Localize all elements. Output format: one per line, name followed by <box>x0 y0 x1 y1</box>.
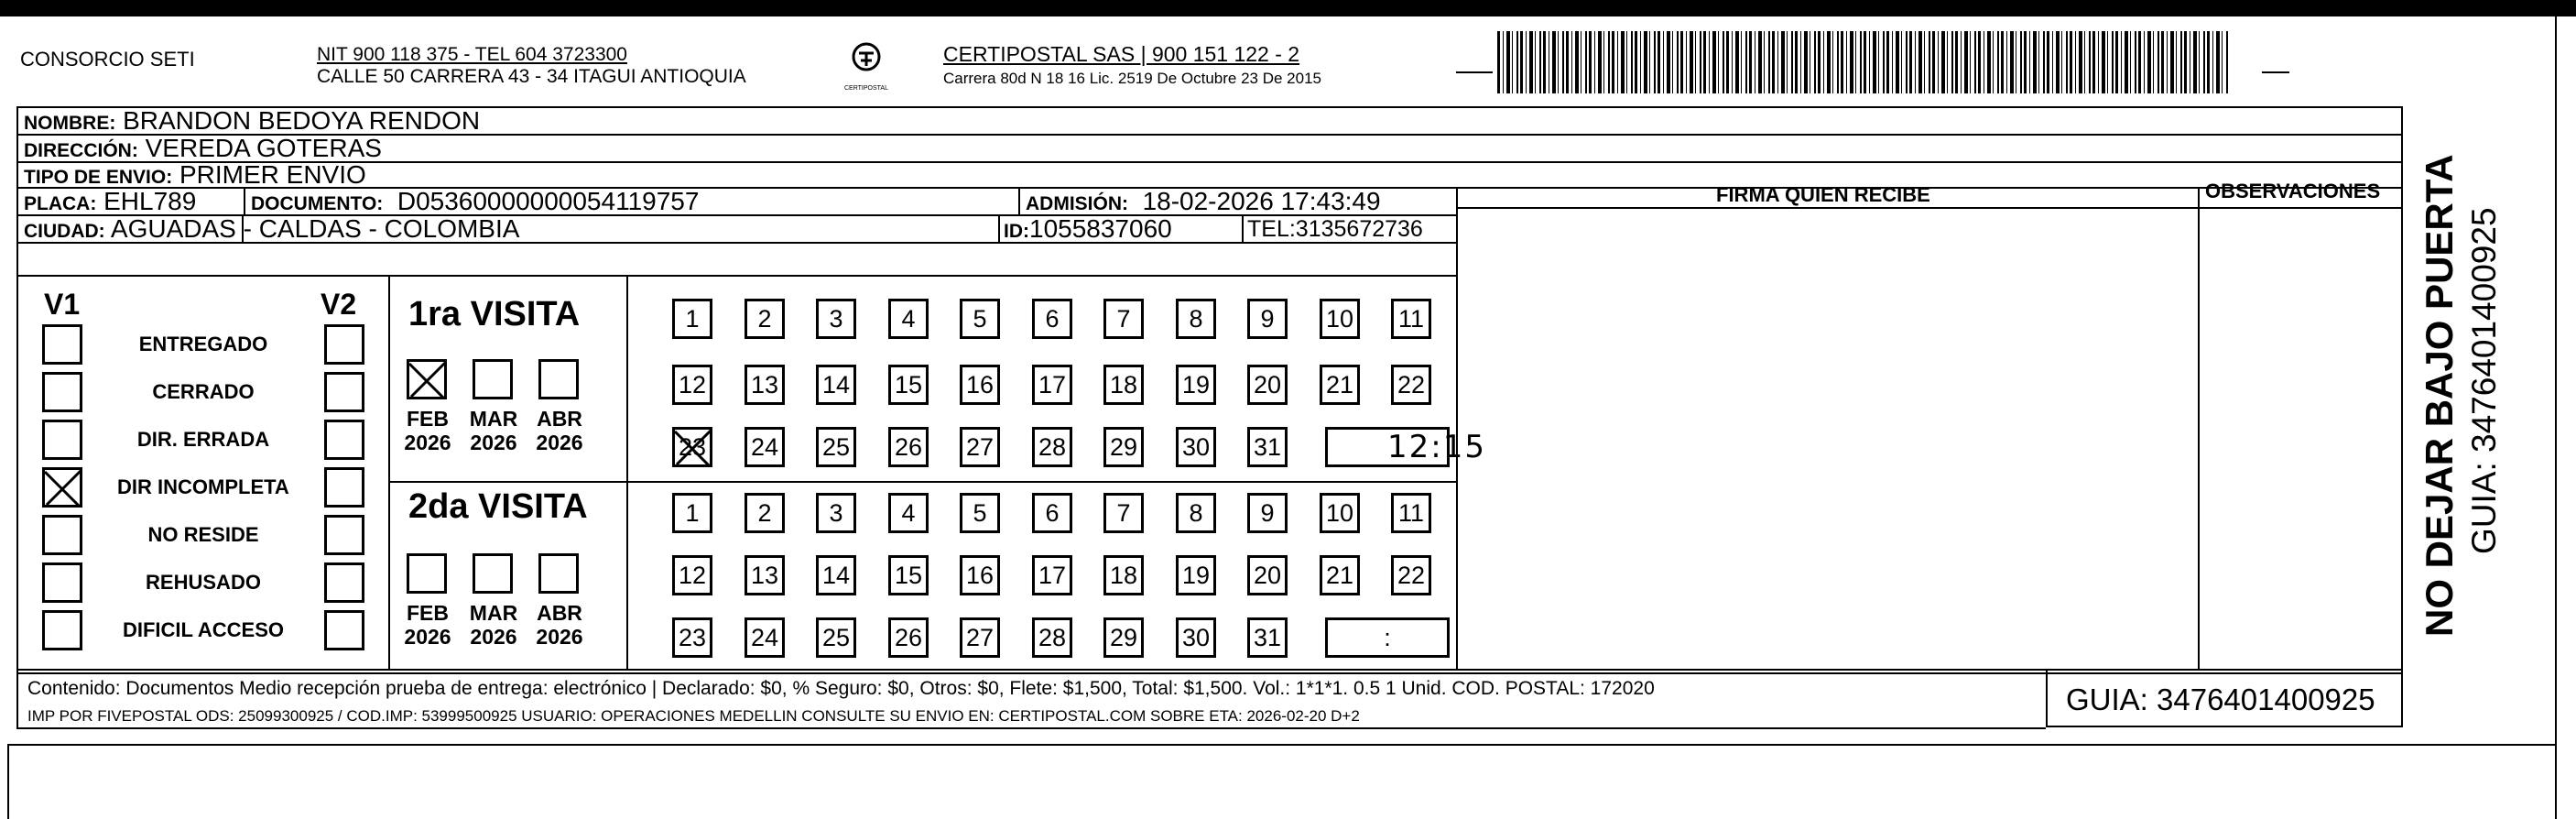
certipostal-logo: CERTIPOSTAL <box>839 40 894 86</box>
day-box[interactable]: 18 <box>1103 555 1144 595</box>
month-checkbox[interactable] <box>473 553 513 594</box>
tracking-barcode <box>1497 31 2230 93</box>
motivo-label: DIFICIL ACCESO <box>122 618 284 641</box>
month-label: MAR 2026 <box>469 407 518 454</box>
day-box[interactable]: 24 <box>745 427 785 467</box>
motivo-label: DIR INCOMPLETA <box>117 475 289 498</box>
day-box[interactable]: 23 <box>672 427 712 467</box>
month-checkbox[interactable] <box>538 359 579 399</box>
address-line: CALLE 50 CARRERA 43 - 34 ITAGUI ANTIOQUIA <box>317 66 746 87</box>
day-box[interactable]: 19 <box>1176 555 1216 595</box>
time-box[interactable]: : <box>1325 617 1450 658</box>
footer-line-2: IMP POR FIVEPOSTAL ODS: 25099300925 / COD.IMP: 53999500925 USUARIO: OPERACIONES MEDELLIN CONSULTE SU ENVIO EN: CERTIPOSTAL.COM SOBRE ETA: 2026-02-20 D+2 <box>27 707 1360 725</box>
day-box[interactable]: 29 <box>1103 617 1144 658</box>
day-box[interactable]: 1 <box>672 299 712 339</box>
day-box[interactable]: 29 <box>1103 427 1144 467</box>
month-label: FEB 2026 <box>404 407 451 454</box>
day-box[interactable]: 27 <box>960 427 1000 467</box>
day-box[interactable]: 25 <box>816 617 856 658</box>
v2-label: V2 <box>321 288 357 321</box>
month-label: FEB 2026 <box>404 601 451 649</box>
day-box[interactable]: 30 <box>1176 617 1216 658</box>
day-box[interactable]: 31 <box>1247 617 1288 658</box>
day-box[interactable]: 22 <box>1391 555 1431 595</box>
nombre-row: NOMBRE: BRANDON BEDOYA RENDON <box>24 106 481 135</box>
certipostal-line: CERTIPOSTAL SAS | 900 151 122 - 2 <box>943 42 1300 66</box>
day-box[interactable]: 6 <box>1032 299 1072 339</box>
barcode-dash <box>1456 71 1493 73</box>
day-box[interactable]: 18 <box>1103 365 1144 405</box>
day-box[interactable]: 19 <box>1176 365 1216 405</box>
day-box[interactable]: 9 <box>1247 299 1288 339</box>
v1-checkbox[interactable] <box>42 467 82 508</box>
observaciones-header: OBSERVACIONES <box>2205 180 2381 202</box>
day-box[interactable]: 12 <box>672 365 712 405</box>
day-box[interactable]: 15 <box>888 555 929 595</box>
day-box[interactable]: 20 <box>1247 365 1288 405</box>
day-box[interactable]: 6 <box>1032 493 1072 533</box>
footer-guia: GUIA: 3476401400925 <box>2066 682 2375 716</box>
day-box[interactable]: 28 <box>1032 617 1072 658</box>
motivo-label: DIR. ERRADA <box>136 428 270 451</box>
day-box[interactable]: 11 <box>1391 299 1431 339</box>
barcode-dash <box>2262 71 2289 73</box>
month-checkbox[interactable] <box>407 553 447 594</box>
motivo-label: NO RESIDE <box>147 523 259 546</box>
day-box[interactable]: 10 <box>1320 299 1360 339</box>
ciudad-row: CIUDAD: AGUADAS - CALDAS - COLOMBIA <box>24 214 520 243</box>
footer-line-1: Contenido: Documentos Medio recepción prueba de entrega: electrónico | Declarado: $0, % Seguro: $0, Otros: $0, Flete: $1,500, Total: $1,500. Vol.: 1*1*1. 0.5 1 Unid. COD. POSTAL: 172020 <box>27 678 1655 699</box>
day-box[interactable]: 23 <box>672 617 712 658</box>
day-box[interactable]: 4 <box>888 493 929 533</box>
side-guia: GUIA: 3476401400925 <box>2465 207 2503 554</box>
day-box[interactable]: 12 <box>672 555 712 595</box>
motivo-label: ENTREGADO <box>138 333 268 355</box>
day-box[interactable]: 2 <box>745 299 785 339</box>
admision-row: ADMISIÓN: 18-02-2026 17:43:49 <box>1026 187 1381 215</box>
month-checkbox[interactable] <box>407 359 447 399</box>
day-box[interactable]: 13 <box>745 365 785 405</box>
day-box[interactable]: 16 <box>960 365 1000 405</box>
firma-header: FIRMA QUIEN RECIBE <box>1716 183 1930 206</box>
day-box[interactable]: 31 <box>1247 427 1288 467</box>
day-box[interactable]: 16 <box>960 555 1000 595</box>
day-box[interactable]: 22 <box>1391 365 1431 405</box>
v2-checkbox[interactable] <box>324 467 364 508</box>
day-box[interactable]: 11 <box>1391 493 1431 533</box>
day-box[interactable]: 17 <box>1032 555 1072 595</box>
day-box[interactable]: 4 <box>888 299 929 339</box>
month-checkbox[interactable] <box>538 553 579 594</box>
day-box[interactable]: 30 <box>1176 427 1216 467</box>
documento-row: DOCUMENTO: D05360000000054119757 <box>251 187 700 215</box>
day-box[interactable]: 24 <box>745 617 785 658</box>
month-label: MAR 2026 <box>469 601 518 649</box>
day-box[interactable]: 25 <box>816 427 856 467</box>
day-box[interactable]: 21 <box>1320 555 1360 595</box>
motivo-label: REHUSADO <box>146 571 261 594</box>
day-box[interactable]: 3 <box>816 299 856 339</box>
time-box[interactable]: 12:15 <box>1325 427 1450 467</box>
day-box[interactable]: 14 <box>816 555 856 595</box>
second-visit-label: 2da VISITA <box>408 487 588 526</box>
no-dejar-bajo-puerta: NO DEJAR BAJO PUERTA <box>2418 154 2461 637</box>
motivo-label: CERRADO <box>152 380 255 403</box>
day-box[interactable]: 28 <box>1032 427 1072 467</box>
month-checkbox[interactable] <box>473 359 513 399</box>
month-label: ABR 2026 <box>536 601 583 649</box>
day-box[interactable]: 26 <box>888 617 929 658</box>
day-box[interactable]: 9 <box>1247 493 1288 533</box>
day-box[interactable]: 13 <box>745 555 785 595</box>
day-box[interactable]: 8 <box>1176 299 1216 339</box>
day-box[interactable]: 26 <box>888 427 929 467</box>
day-box[interactable]: 17 <box>1032 365 1072 405</box>
day-box[interactable]: 5 <box>960 493 1000 533</box>
nit-line: NIT 900 118 375 - TEL 604 3723300 <box>317 44 627 65</box>
day-box[interactable]: 1 <box>672 493 712 533</box>
day-box[interactable]: 15 <box>888 365 929 405</box>
tel-row: TEL:3135672736 <box>1247 216 1423 242</box>
first-visit-label: 1ra VISITA <box>408 295 581 333</box>
day-box[interactable]: 2 <box>745 493 785 533</box>
top-black-bar <box>0 0 2576 16</box>
day-box[interactable]: 14 <box>816 365 856 405</box>
direccion-row: DIRECCIÓN: VEREDA GOTERAS <box>24 134 382 162</box>
day-box[interactable]: 27 <box>960 617 1000 658</box>
license-line: Carrera 80d N 18 16 Lic. 2519 De Octubre 23 De 2015 <box>943 70 1321 87</box>
tipo-envio-row: TIPO DE ENVIO: PRIMER ENVIO <box>24 160 366 189</box>
day-box[interactable]: 10 <box>1320 493 1360 533</box>
id-row: ID:1055837060 <box>1004 214 1172 243</box>
v1-label: V1 <box>44 288 81 321</box>
placa-row: PLACA: EHL789 <box>24 187 197 215</box>
company-name: CONSORCIO SETI <box>20 48 195 71</box>
day-box[interactable]: 3 <box>816 493 856 533</box>
day-box[interactable]: 5 <box>960 299 1000 339</box>
day-box[interactable]: 20 <box>1247 555 1288 595</box>
day-box[interactable]: 8 <box>1176 493 1216 533</box>
month-label: ABR 2026 <box>536 407 583 454</box>
day-box[interactable]: 21 <box>1320 365 1360 405</box>
day-box[interactable]: 7 <box>1103 493 1144 533</box>
day-box[interactable]: 7 <box>1103 299 1144 339</box>
